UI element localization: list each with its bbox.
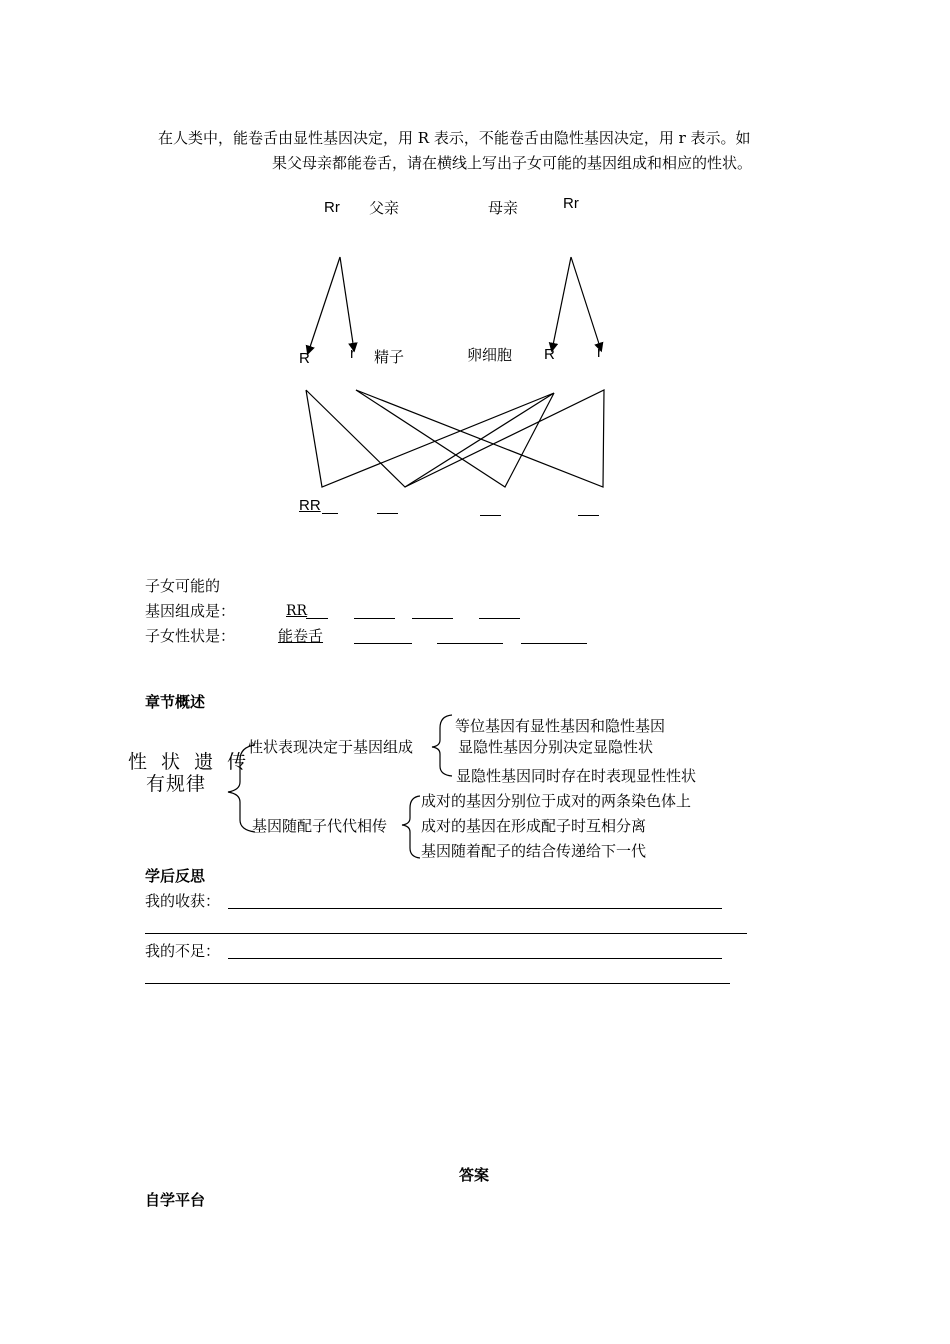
trait-value: 能卷舌	[278, 627, 324, 645]
mother-label: 母亲	[488, 199, 519, 217]
sperm-label: 精子	[374, 348, 405, 366]
lack-line-1[interactable]	[228, 957, 722, 959]
father-genotype: Rr	[324, 199, 340, 216]
branch2-item-2: 成对的基因在形成配子时互相分离	[421, 817, 647, 835]
father-arrow-left	[308, 257, 340, 353]
offspring-1-blank-tail	[322, 512, 338, 514]
genotype-label: 基因组成是：	[145, 602, 236, 620]
trait-blank-4	[521, 642, 587, 644]
intro-line-2: 果父母亲都能卷舌，请在横线上写出子女可能的基因组成和相应的性状。	[272, 154, 753, 172]
summary-heading: 章节概述	[145, 693, 206, 711]
branch1-item-3: 显隐性基因同时存在时表现显性性状	[456, 767, 697, 785]
branch2-item-3: 基因随着配子的结合传递给下一代	[421, 842, 647, 860]
gain-line-2[interactable]	[145, 932, 747, 934]
answers-heading: 答案	[459, 1166, 490, 1184]
genotype-blank-2	[354, 617, 395, 619]
egg-label: 卵细胞	[467, 346, 513, 364]
offspring-4-blank	[578, 514, 599, 516]
egg-allele-1: R	[544, 346, 555, 363]
mother-arrow-right	[571, 257, 601, 350]
genotype-value-tail	[306, 617, 328, 619]
offspring-3-blank	[480, 514, 501, 516]
trait-label: 子女性状是：	[145, 627, 236, 645]
offspring-label-line1: 子女可能的	[145, 577, 221, 595]
branch2-item-1: 成对的基因分别位于成对的两条染色体上	[421, 792, 692, 810]
genotype-blank-3	[412, 617, 453, 619]
summary-branch2: 基因随配子代代相传	[252, 817, 388, 835]
gain-label: 我的收获：	[145, 892, 221, 910]
mother-genotype: Rr	[563, 195, 579, 212]
reflection-heading: 学后反思	[145, 867, 206, 885]
trait-blank-2	[354, 642, 412, 644]
summary-root-line1: 性 状 遗 传	[128, 751, 251, 773]
branch1-brace	[432, 715, 452, 776]
lack-label: 我的不足：	[145, 942, 221, 960]
summary-branch1: 性状表现决定于基因组成	[248, 738, 414, 756]
sperm-allele-2: r	[350, 345, 355, 362]
mother-arrow-left	[552, 257, 571, 350]
cross-lines-c	[356, 390, 604, 487]
egg-allele-2: r	[597, 344, 602, 361]
branch2-brace	[402, 796, 420, 858]
answers-subheading: 自学平台	[145, 1191, 206, 1209]
genotype-blank-4	[479, 617, 520, 619]
summary-root-line2: 有规律	[146, 773, 207, 795]
gain-line-1[interactable]	[228, 907, 722, 909]
lack-line-2[interactable]	[145, 982, 730, 984]
offspring-1-genotype: RR	[299, 497, 321, 514]
intro-line-1: 在人类中，能卷舌由显性基因决定，用 R 表示，不能卷舌由隐性基因决定，用 r 表示。如	[158, 129, 751, 147]
trait-blank-3	[437, 642, 503, 644]
father-label: 父亲	[369, 199, 400, 217]
offspring-2-blank	[377, 512, 398, 514]
sperm-allele-1: R	[299, 350, 310, 367]
genotype-value: RR	[286, 603, 308, 619]
branch1-item-2: 显隐性基因分别决定显隐性状	[458, 738, 654, 756]
branch1-item-1: 等位基因有显性基因和隐性基因	[455, 717, 666, 735]
father-arrow-right	[340, 257, 354, 350]
